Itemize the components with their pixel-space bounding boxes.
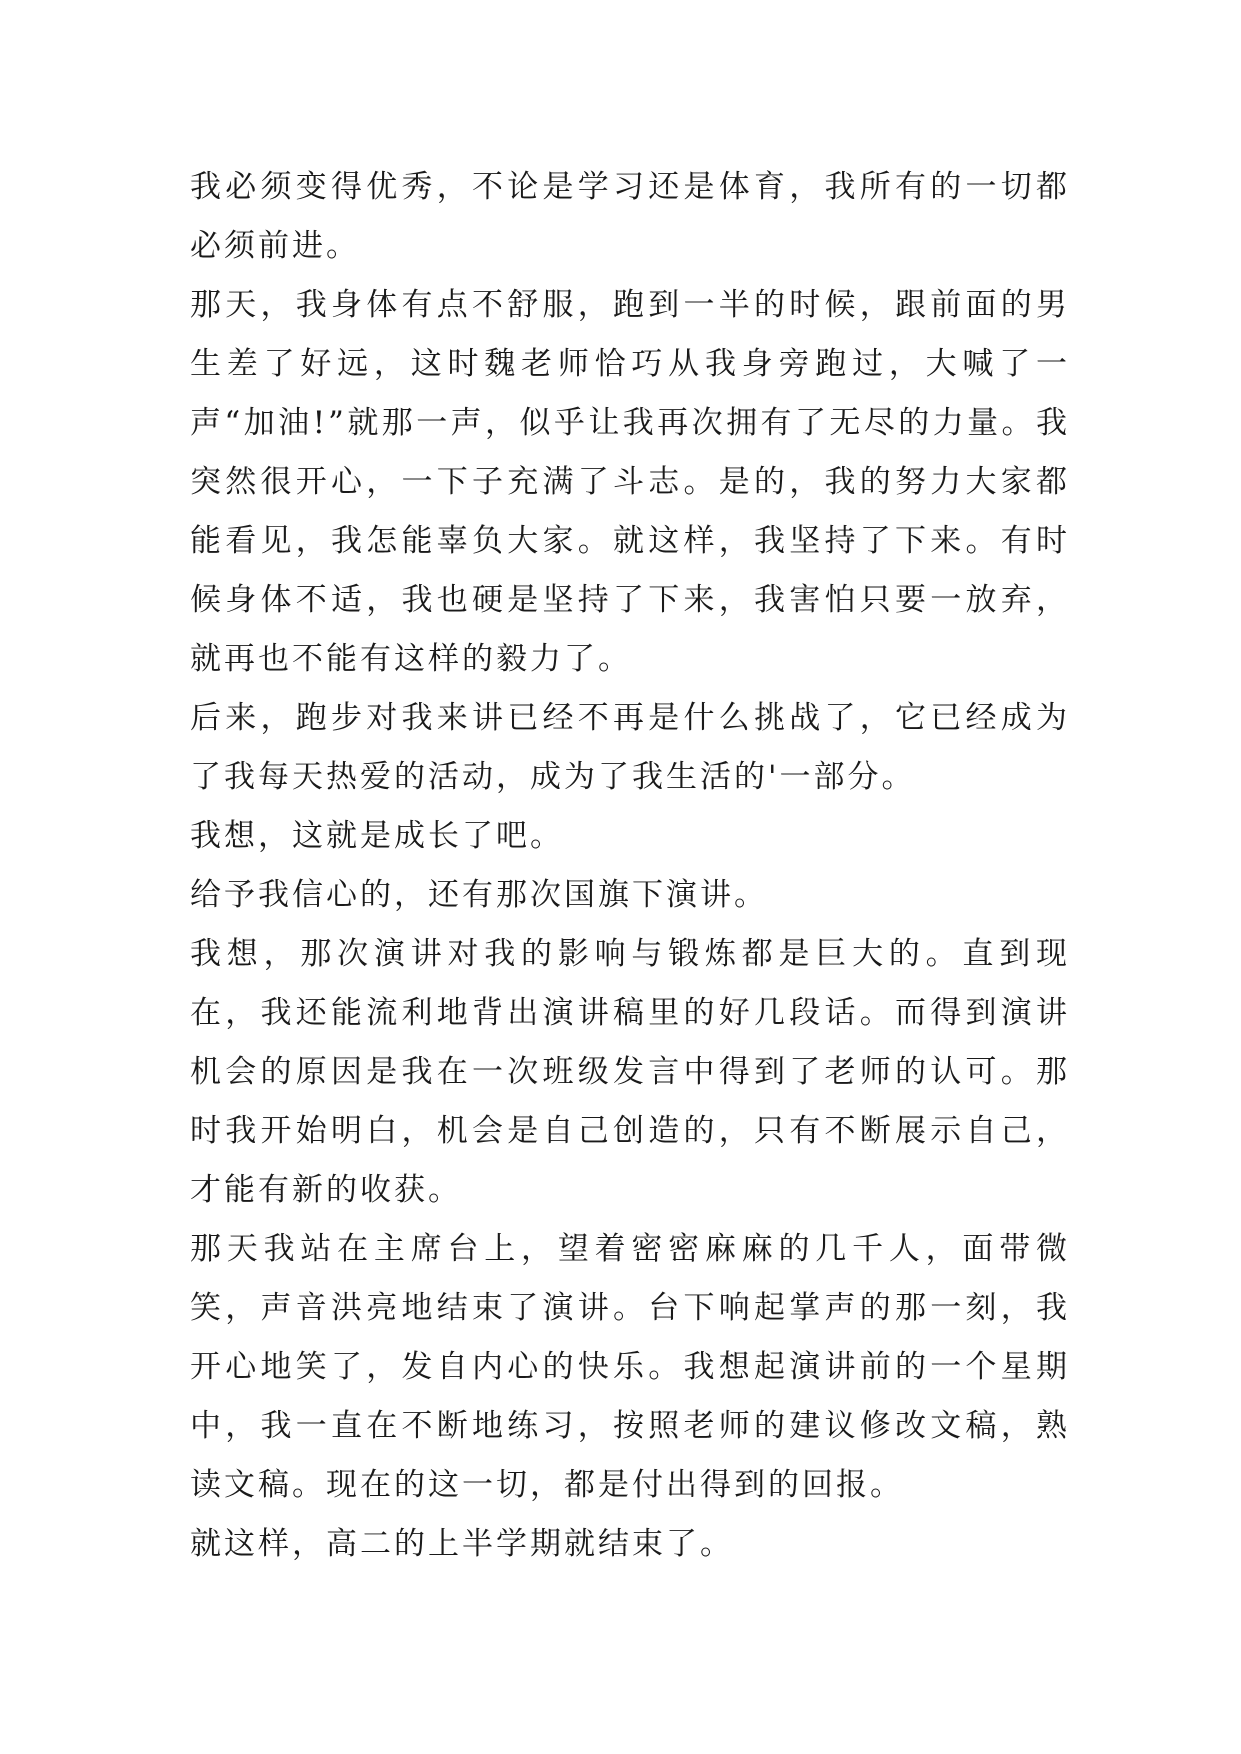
paragraph: 我必须变得优秀，不论是学习还是体育，我所有的一切都必须前进。 [190,169,1070,264]
document-body [190,158,1070,1574]
paragraph: 给予我信心的，还有那次国旗下演讲。 [190,877,768,913]
paragraph: 我想，这就是成长了吧。 [190,818,564,854]
paragraph: 我想，那次演讲对我的影响与锻炼都是巨大的。直到现在，我还能流利地背出演讲稿里的好几段话。而得到演讲机会的原因是我在一次班级发言中得到了老师的认可。那时我开始明白，机会是自己创造的，只有不断展示自己，才能有新的收获。 [190,936,1070,1208]
paragraph: 那天，我身体有点不舒服，跑到一半的时候，跟前面的男生差了好远，这时魏老师恰巧从我身旁跑过，大喊了一声“加油!”就那一声，似乎让我再次拥有了无尽的力量。我突然很开心，一下子充满了斗志。是的，我的努力大家都能看见，我怎能辜负大家。就这样，我坚持了下来。有时候身体不适，我也硬是坚持了下来，我害怕只要一放弃，就再也不能有这样的毅力了。 [190,287,1070,677]
paragraph: 那天我站在主席台上，望着密密麻麻的几千人，面带微笑，声音洪亮地结束了演讲。台下响起掌声的那一刻，我开心地笑了，发自内心的快乐。我想起演讲前的一个星期中，我一直在不断地练习，按照老师的建议修改文稿，熟读文稿。现在的这一切，都是付出得到的回报。 [190,1231,1070,1503]
paragraph: 后来，跑步对我来讲已经不再是什么挑战了，它已经成为了我每天热爱的活动，成为了我生活的'一部分。 [190,700,1070,795]
paragraph: 就这样，高二的上半学期就结束了。 [190,1526,734,1562]
